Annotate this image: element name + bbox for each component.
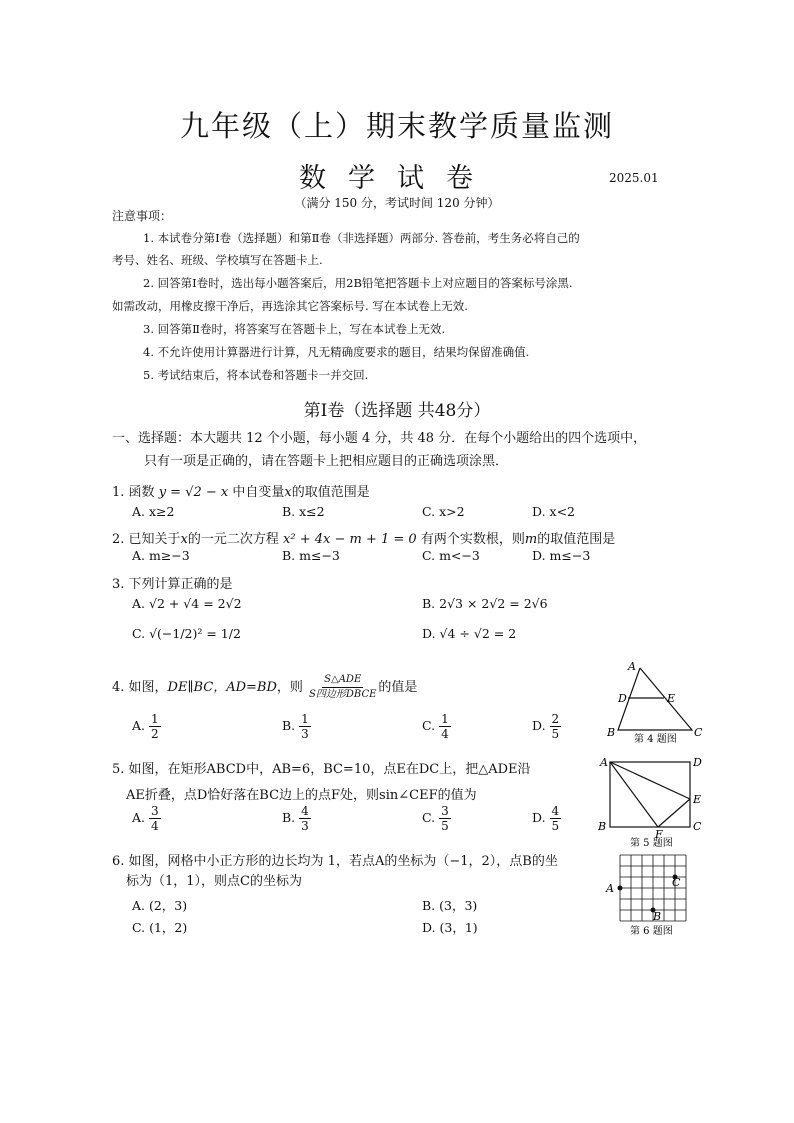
point-label: B bbox=[653, 910, 662, 923]
q5-option-b-value bbox=[299, 804, 311, 833]
note-item: 考号、姓名、班级、学校填写在答题卡上. bbox=[112, 253, 323, 267]
q3-option-c: C. √(−1/2)² = 1/2 bbox=[132, 626, 241, 641]
note-item: 3. 回答第Ⅱ卷时，将答案写在答题卡上，写在本试卷上无效. bbox=[143, 322, 446, 336]
question-4 bbox=[112, 673, 417, 702]
q4-option-d bbox=[532, 712, 561, 741]
exam-title: 九年级（上）期末教学质量监测 bbox=[179, 109, 614, 143]
part-instructions-line2: 只有一项是正确的，请在答题卡上把相应题目的正确选项涂黑． bbox=[144, 454, 509, 469]
figure-4-triangle bbox=[600, 658, 710, 746]
q5-option-a-value bbox=[149, 804, 161, 833]
figure-5-caption: 第 5 题图 bbox=[630, 838, 673, 849]
fraction-denominator: 5 bbox=[551, 727, 560, 741]
point-label: E bbox=[667, 692, 676, 705]
q4-option-c-letter: C. bbox=[422, 718, 436, 733]
q6-option-b: B. (3，3) bbox=[422, 898, 478, 913]
figure-6-caption: 第 6 题图 bbox=[630, 926, 673, 937]
q1-option-d: D. x<2 bbox=[532, 504, 575, 519]
q2-option-d: D. m≤−3 bbox=[532, 548, 591, 563]
score-line: （满分 150 分，考试时间 120 分钟） bbox=[294, 196, 500, 210]
q4-ratio-denominator: S四边形DBCE bbox=[309, 689, 377, 700]
fraction-denominator: 5 bbox=[441, 819, 449, 833]
point-label: F bbox=[655, 828, 663, 841]
fraction-numerator: 1 bbox=[301, 712, 309, 726]
q2-post: 有两个实数根，则 bbox=[420, 532, 525, 547]
exam-date: 2025.01 bbox=[609, 171, 659, 185]
fraction-denominator: 3 bbox=[301, 819, 309, 833]
q2-option-a: A. m≥−3 bbox=[132, 548, 190, 563]
fraction-numerator: 4 bbox=[551, 804, 560, 818]
notes-heading: 注意事项： bbox=[112, 209, 173, 223]
q5-option-d bbox=[532, 804, 561, 833]
q4-option-c bbox=[422, 712, 451, 741]
q2-pre: 2. 已知关于 bbox=[112, 532, 181, 547]
note-item: 1. 本试卷分第Ⅰ卷（选择题）和第Ⅱ卷（非选择题）两部分. 答卷前，考生务必将自己的 bbox=[143, 231, 580, 245]
note-item: 4. 不允许使用计算器进行计算，凡无精确度要求的题目，结果均保留准确值. bbox=[143, 345, 530, 359]
q4-ratio bbox=[307, 673, 378, 702]
q4-option-b-value bbox=[299, 712, 311, 741]
point-label: C bbox=[694, 726, 703, 739]
q1-tail: 的取值范围是 bbox=[291, 485, 370, 500]
point-label: D bbox=[693, 756, 702, 769]
q6-option-c: C. (1，2) bbox=[132, 920, 188, 935]
question-2 bbox=[112, 528, 615, 547]
q1-option-a: A. x≥2 bbox=[132, 504, 175, 519]
question-6-line1: 6. 如图，网格中小正方形的边长均为 1，若点A的坐标为（−1，2），点B的坐 bbox=[112, 854, 558, 869]
point-label: A bbox=[628, 660, 636, 673]
q4-ratio-numerator: S△ADE bbox=[322, 673, 363, 688]
question-3: 3. 下列计算正确的是 bbox=[112, 577, 233, 592]
point-label: B bbox=[607, 726, 616, 739]
q4-pre: 4. 如图， bbox=[112, 680, 168, 695]
q1-pre: 1. 函数 bbox=[112, 485, 155, 500]
point-label: C bbox=[672, 876, 681, 889]
q2-option-b: B. m≤−3 bbox=[282, 548, 340, 563]
fraction-denominator: 5 bbox=[551, 819, 560, 833]
q5-option-b bbox=[282, 804, 311, 833]
q2-mid: 的一元二次方程 bbox=[187, 532, 279, 547]
section-title: 第Ⅰ卷（选择题 共48分） bbox=[303, 401, 491, 421]
q5-option-d-value bbox=[550, 804, 562, 833]
question-5-line1: 5. 如图，在矩形ABCD中，AB=6，BC=10，点E在DC上，把△ADE沿 bbox=[112, 762, 531, 777]
q2-var2: m bbox=[524, 532, 538, 547]
fraction-denominator: 4 bbox=[151, 819, 159, 833]
q4-option-a-letter: A. bbox=[132, 718, 146, 733]
fraction-denominator: 2 bbox=[151, 727, 159, 741]
question-6-line2: 标为（1，1），则点C的坐标为 bbox=[126, 874, 302, 889]
fraction-numerator: 3 bbox=[151, 804, 159, 818]
q3-option-d: D. √4 ÷ √2 = 2 bbox=[422, 626, 517, 641]
q4-option-c-value bbox=[439, 712, 451, 741]
point-label: B bbox=[598, 820, 607, 833]
point-label: E bbox=[693, 793, 702, 806]
q4-post: 的值是 bbox=[378, 680, 418, 695]
point-label: A bbox=[606, 882, 614, 895]
q3-option-a: A. √2 + √4 = 2√2 bbox=[132, 596, 242, 611]
q2-var: x bbox=[180, 532, 188, 547]
q4-option-a bbox=[132, 712, 161, 741]
q5-option-b-letter: B. bbox=[282, 810, 296, 825]
fraction-denominator: 4 bbox=[441, 727, 449, 741]
fraction-denominator: 3 bbox=[301, 727, 309, 741]
part-instructions-line1: 一、选择题：本大题共 12 个小题，每小题 4 分，共 48 分．在每个小题给出的四个选项中， bbox=[112, 431, 647, 446]
q4-option-b bbox=[282, 712, 311, 741]
q2-option-c: C. m<−3 bbox=[422, 548, 480, 563]
q4-condition: DE∥BC，AD=BD bbox=[167, 680, 277, 695]
q5-option-c bbox=[422, 804, 451, 833]
note-item: 2. 回答第Ⅰ卷时，选出每小题答案后，用2B铅笔把答题卡上对应题目的答案标号涂黑. bbox=[143, 276, 573, 290]
question-1 bbox=[112, 481, 370, 500]
q4-option-d-value bbox=[550, 712, 562, 741]
q5-option-d-letter: D. bbox=[532, 810, 546, 825]
q5-option-c-value bbox=[439, 804, 451, 833]
question-5-line2: AE折叠，点D恰好落在BC边上的点F处，则sin∠CEF的值为 bbox=[126, 788, 477, 803]
fraction-numerator: 3 bbox=[441, 804, 449, 818]
fraction-numerator: 1 bbox=[151, 712, 159, 726]
q3-option-b: B. 2√3 × 2√2 = 2√6 bbox=[422, 596, 548, 611]
q2-tail: 的取值范围是 bbox=[537, 532, 616, 547]
point-label: A bbox=[600, 756, 608, 769]
q2-expr: x² + 4x − m + 1 = 0 bbox=[283, 532, 417, 547]
exam-subtitle: 数学试卷 bbox=[299, 163, 495, 194]
q6-option-a: A. (2，3) bbox=[132, 898, 188, 913]
q1-option-c: C. x>2 bbox=[422, 504, 465, 519]
q4-option-b-letter: B. bbox=[282, 718, 296, 733]
q5-option-a bbox=[132, 804, 161, 833]
q1-expr: y = √2 − x bbox=[158, 485, 229, 500]
q1-option-b: B. x≤2 bbox=[282, 504, 325, 519]
q4-mid: ，则 bbox=[276, 680, 303, 695]
q4-option-a-value bbox=[149, 712, 161, 741]
figure-4-caption: 第 4 题图 bbox=[634, 734, 677, 745]
q5-option-a-letter: A. bbox=[132, 810, 146, 825]
figure-5-rectangle bbox=[596, 752, 712, 850]
note-item: 如需改动，用橡皮擦干净后，再选涂其它答案标号. 写在本试卷上无效. bbox=[112, 299, 468, 313]
q1-var: x bbox=[284, 485, 292, 500]
point-label: D bbox=[618, 692, 627, 705]
fraction-numerator: 1 bbox=[441, 712, 449, 726]
figure-6-grid bbox=[600, 852, 700, 938]
q6-option-d: D. (3，1) bbox=[422, 920, 478, 935]
point-a-dot bbox=[618, 886, 623, 891]
q1-post: 中自变量 bbox=[232, 485, 285, 500]
q4-option-d-letter: D. bbox=[532, 718, 546, 733]
q5-option-c-letter: C. bbox=[422, 810, 436, 825]
fraction-numerator: 2 bbox=[551, 712, 560, 726]
fraction-numerator: 4 bbox=[301, 804, 309, 818]
note-item: 5. 考试结束后，将本试卷和答题卡一并交回. bbox=[143, 368, 369, 382]
point-label: C bbox=[693, 820, 702, 833]
